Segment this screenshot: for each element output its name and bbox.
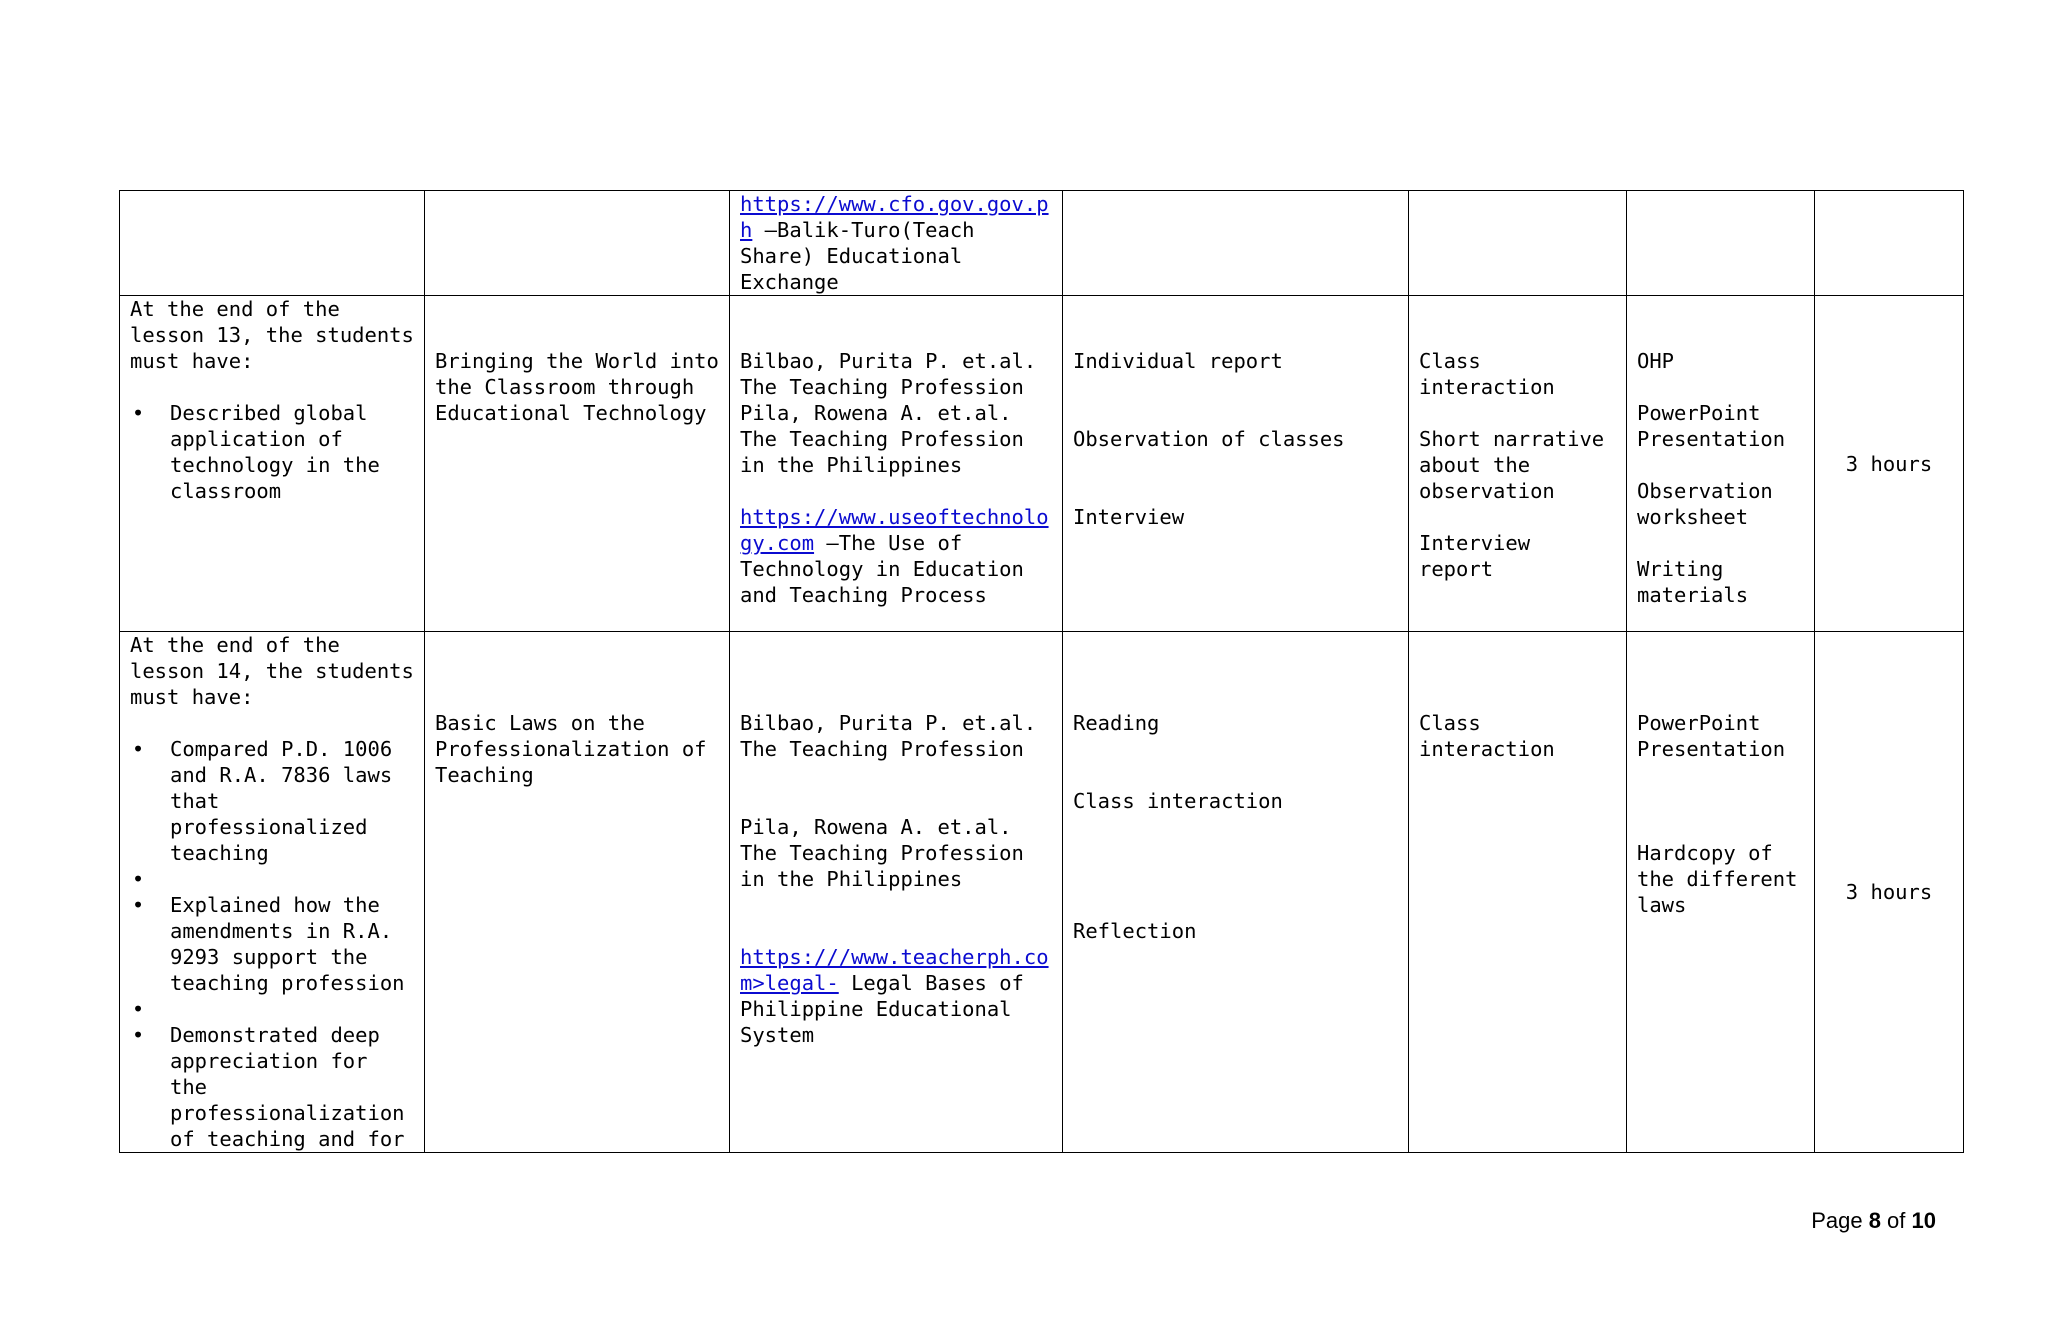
topic-title: Bringing the World into the Classroom through Educational Technology — [435, 349, 719, 425]
topic-cell — [425, 296, 730, 632]
list-item: • Compared P.D. 1006 and R.A. 7836 laws that professionalized teaching — [130, 736, 414, 866]
activities-cell — [1063, 296, 1409, 632]
time-allotment: 3 hours — [1845, 451, 1933, 476]
time-cell — [1815, 296, 1964, 632]
course-plan-table — [119, 190, 1964, 1153]
table-row — [120, 296, 1964, 632]
materials-cell — [1627, 296, 1815, 632]
resource-link-description: –The Use of Technology in Education and Teaching Process — [740, 531, 1024, 607]
assessment-cell — [1409, 191, 1627, 296]
materials-cell — [1627, 191, 1815, 296]
objectives-intro: At the end of the lesson 13, the students must have: — [130, 297, 414, 373]
time-cell — [1815, 632, 1964, 1153]
objectives-cell — [120, 296, 425, 632]
resources-cell — [730, 296, 1063, 632]
objectives-cell — [120, 632, 425, 1153]
table-row — [120, 632, 1964, 1153]
material-item: PowerPoint Presentation — [1637, 401, 1786, 451]
material-item: OHP — [1637, 349, 1675, 373]
time-allotment: 3 hours — [1845, 880, 1933, 904]
resource-link[interactable]: https://www.cfo.gov.gov.p h — [740, 192, 1049, 242]
activities-cell — [1063, 191, 1409, 296]
activity-item: Observation of classes — [1073, 427, 1345, 451]
activity-item: Reading — [1073, 711, 1160, 735]
resource-link-description: Legal Bases of Philippine Educational System — [740, 971, 1024, 1047]
assessment-item: Short narrative about the observation — [1419, 427, 1605, 503]
list-item: • Explained how the amendments in R.A. 9293 support the teaching profession — [130, 892, 414, 996]
assessment-item: Interview report — [1419, 531, 1531, 581]
list-item: • Demonstrated deep appreciation for the professionalization of teaching and for — [130, 1022, 414, 1152]
resources-cell — [730, 191, 1063, 296]
resource-link[interactable]: https://www.useoftechnolo gy.com — [740, 505, 1049, 555]
material-item: Observation worksheet — [1637, 479, 1773, 529]
reference-text: Bilbao, Purita P. et.al. The Teaching Profession — [740, 711, 1037, 761]
activity-item: Individual report — [1073, 349, 1283, 373]
topic-title: Basic Laws on the Professionalization of Teaching — [435, 711, 707, 787]
assessment-cell — [1409, 632, 1627, 1153]
page-total: 10 — [1911, 1208, 1936, 1233]
reference-text: Pila, Rowena A. et.al. The Teaching Profession in the Philippines — [740, 401, 1024, 477]
objectives-list — [130, 400, 414, 504]
objectives-list — [130, 736, 414, 1152]
materials-cell — [1627, 632, 1815, 1153]
resource-link[interactable]: https:///www.teacherph.co m>legal- — [740, 945, 1049, 995]
page-current: 8 — [1868, 1208, 1881, 1233]
time-cell — [1815, 191, 1964, 296]
activity-item: Class interaction — [1073, 789, 1283, 813]
material-item: PowerPoint Presentation — [1637, 711, 1786, 761]
resource-link-description: –Balik-Turo(Teach Share) Educational Exchange — [740, 218, 975, 294]
resources-cell — [730, 632, 1063, 1153]
topic-cell — [425, 632, 730, 1153]
topic-cell — [425, 191, 730, 296]
reference-text: Pila, Rowena A. et.al. The Teaching Profession in the Philippines — [740, 815, 1024, 891]
activities-cell — [1063, 632, 1409, 1153]
assessment-item: Class interaction — [1419, 711, 1555, 761]
assessment-item: Class interaction — [1419, 349, 1555, 399]
material-item: Writing materials — [1637, 557, 1749, 607]
material-item: Hardcopy of the different laws — [1637, 841, 1798, 917]
objectives-intro: At the end of the lesson 14, the students must have: — [130, 633, 414, 709]
list-item: • Described global application of technology in the classroom — [130, 400, 414, 504]
page-number: Page 8 of 10 — [1811, 1208, 1936, 1233]
activity-item: Reflection — [1073, 919, 1197, 943]
assessment-cell — [1409, 296, 1627, 632]
table-row — [120, 191, 1964, 296]
objectives-cell — [120, 191, 425, 296]
activity-item: Interview — [1073, 505, 1185, 529]
reference-text: Bilbao, Purita P. et.al. The Teaching Profession — [740, 349, 1037, 399]
